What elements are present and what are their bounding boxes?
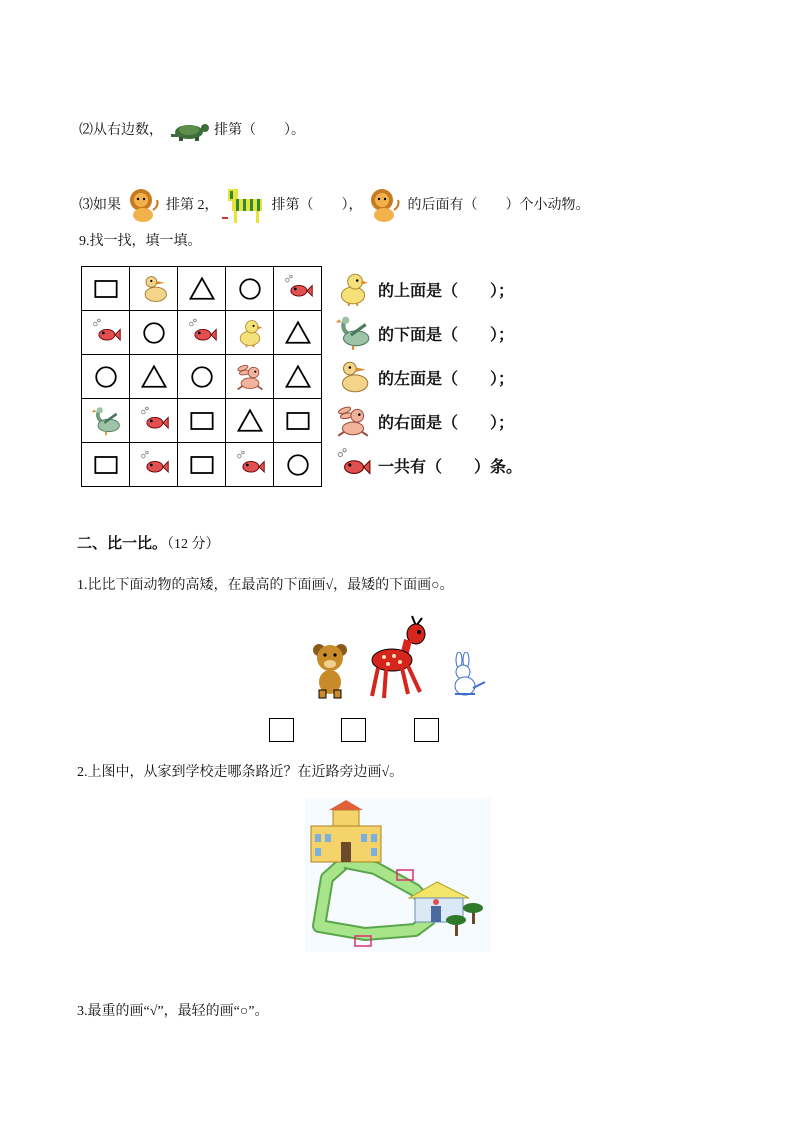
grid-cell: [274, 267, 322, 311]
grid-cell: [130, 311, 178, 355]
grid-cell: [130, 443, 178, 487]
circle-icon: [138, 317, 170, 349]
q8-line3-part3: 排第（ ），: [271, 198, 363, 214]
q8-line-2: [79, 120, 305, 142]
section2-heading-text: 二、比一比。: [77, 534, 168, 552]
zebra-icon: [222, 187, 268, 225]
deer-icon: [364, 612, 434, 700]
triangle-icon: [234, 405, 266, 437]
grid-cell: [274, 355, 322, 399]
triangle-icon: [138, 361, 170, 393]
goose-icon: [90, 405, 122, 437]
q8-line3-part4: 的后面有（ ）个小动物。: [407, 198, 590, 214]
q9-clue-text: 的上面是（ ）；: [378, 280, 515, 300]
q9-clue-text: 的下面是（ ）；: [378, 324, 515, 344]
grid-cell: [82, 443, 130, 487]
grid-cell: [178, 443, 226, 487]
q8-line-3: [79, 187, 590, 225]
q8-line3-part1: ⑶如果: [79, 198, 121, 214]
fish-icon: [138, 449, 170, 481]
q9-title: 9.找一找，填一填。: [79, 234, 202, 249]
q9-clue-text: 的右面是（ ）；: [378, 412, 515, 432]
fish-icon: [282, 273, 314, 305]
goose-icon: [334, 314, 372, 352]
answer-box-deer[interactable]: [341, 718, 366, 742]
fish-icon: [334, 446, 372, 484]
turtle-icon: [167, 120, 211, 142]
school-home-map: [305, 798, 491, 952]
grid-cell: [226, 311, 274, 355]
grid-cell: [82, 267, 130, 311]
s2-q1-text: 1.比比下面动物的高矮，在最高的下面画√，最矮的下面画○。: [77, 578, 454, 593]
grid-cell: [130, 399, 178, 443]
square-icon: [90, 449, 122, 481]
fish-icon: [186, 317, 218, 349]
rabbit-icon: [334, 402, 372, 440]
grid-row: [82, 399, 322, 443]
triangle-icon: [282, 361, 314, 393]
grid-cell: [226, 443, 274, 487]
lion-icon: [125, 188, 163, 224]
grid-cell: [226, 399, 274, 443]
circle-icon: [282, 449, 314, 481]
square-icon: [282, 405, 314, 437]
q9-clue-text: 一共有（ ）条。: [378, 456, 523, 476]
s2-q2-text: 2.上图中，从家到学校走哪条路近？在近路旁边画√。: [77, 765, 404, 780]
grid-cell: [226, 267, 274, 311]
rabbit-icon: [443, 652, 487, 698]
duck-icon: [334, 358, 372, 396]
section2-heading-score: （12 分）: [167, 537, 220, 552]
triangle-icon: [282, 317, 314, 349]
fish-icon: [234, 449, 266, 481]
grid-cell: [82, 399, 130, 443]
q8-line2-prefix: ⑵从右边数，: [79, 123, 163, 139]
answer-box-rabbit[interactable]: [414, 718, 439, 742]
grid-cell: [274, 399, 322, 443]
grid-cell: [274, 311, 322, 355]
rabbit-icon: [234, 361, 266, 393]
grid-cell: [130, 355, 178, 399]
q9-clue-text: 的左面是（ ）；: [378, 368, 515, 388]
grid-cell: [274, 443, 322, 487]
circle-icon: [90, 361, 122, 393]
lion-icon-2: [366, 188, 404, 224]
fish-icon: [90, 317, 122, 349]
s2-q3-text: 3.最重的画“√”，最轻的画“○”。: [77, 1004, 269, 1019]
grid-cell: [178, 267, 226, 311]
q9-clue: [334, 269, 514, 309]
q8-line3-part2: 排第 2，: [166, 198, 219, 214]
q8-line2-suffix: 排第（ ）。: [214, 123, 305, 139]
duck-icon: [138, 273, 170, 305]
grid-row: [82, 311, 322, 355]
q9-clue: [334, 445, 522, 485]
q9-clue: [334, 313, 514, 353]
grid-cell: [130, 267, 178, 311]
square-icon: [186, 405, 218, 437]
circle-icon: [234, 273, 266, 305]
bear-icon: [307, 640, 353, 700]
grid-row: [82, 443, 322, 487]
grid-cell: [178, 399, 226, 443]
grid-cell: [178, 311, 226, 355]
section2-heading: [77, 533, 220, 555]
grid-cell: [178, 355, 226, 399]
chick-icon: [334, 270, 372, 308]
triangle-icon: [186, 273, 218, 305]
square-icon: [186, 449, 218, 481]
answer-box-bear[interactable]: [269, 718, 294, 742]
grid-cell: [226, 355, 274, 399]
q9-grid: [81, 266, 322, 487]
square-icon: [90, 273, 122, 305]
q9-clue: [334, 357, 514, 397]
chick-icon: [234, 317, 266, 349]
fish-icon: [138, 405, 170, 437]
grid-cell: [82, 311, 130, 355]
grid-row: [82, 267, 322, 311]
circle-icon: [186, 361, 218, 393]
grid-cell: [82, 355, 130, 399]
grid-row: [82, 355, 322, 399]
q9-clue: [334, 401, 514, 441]
